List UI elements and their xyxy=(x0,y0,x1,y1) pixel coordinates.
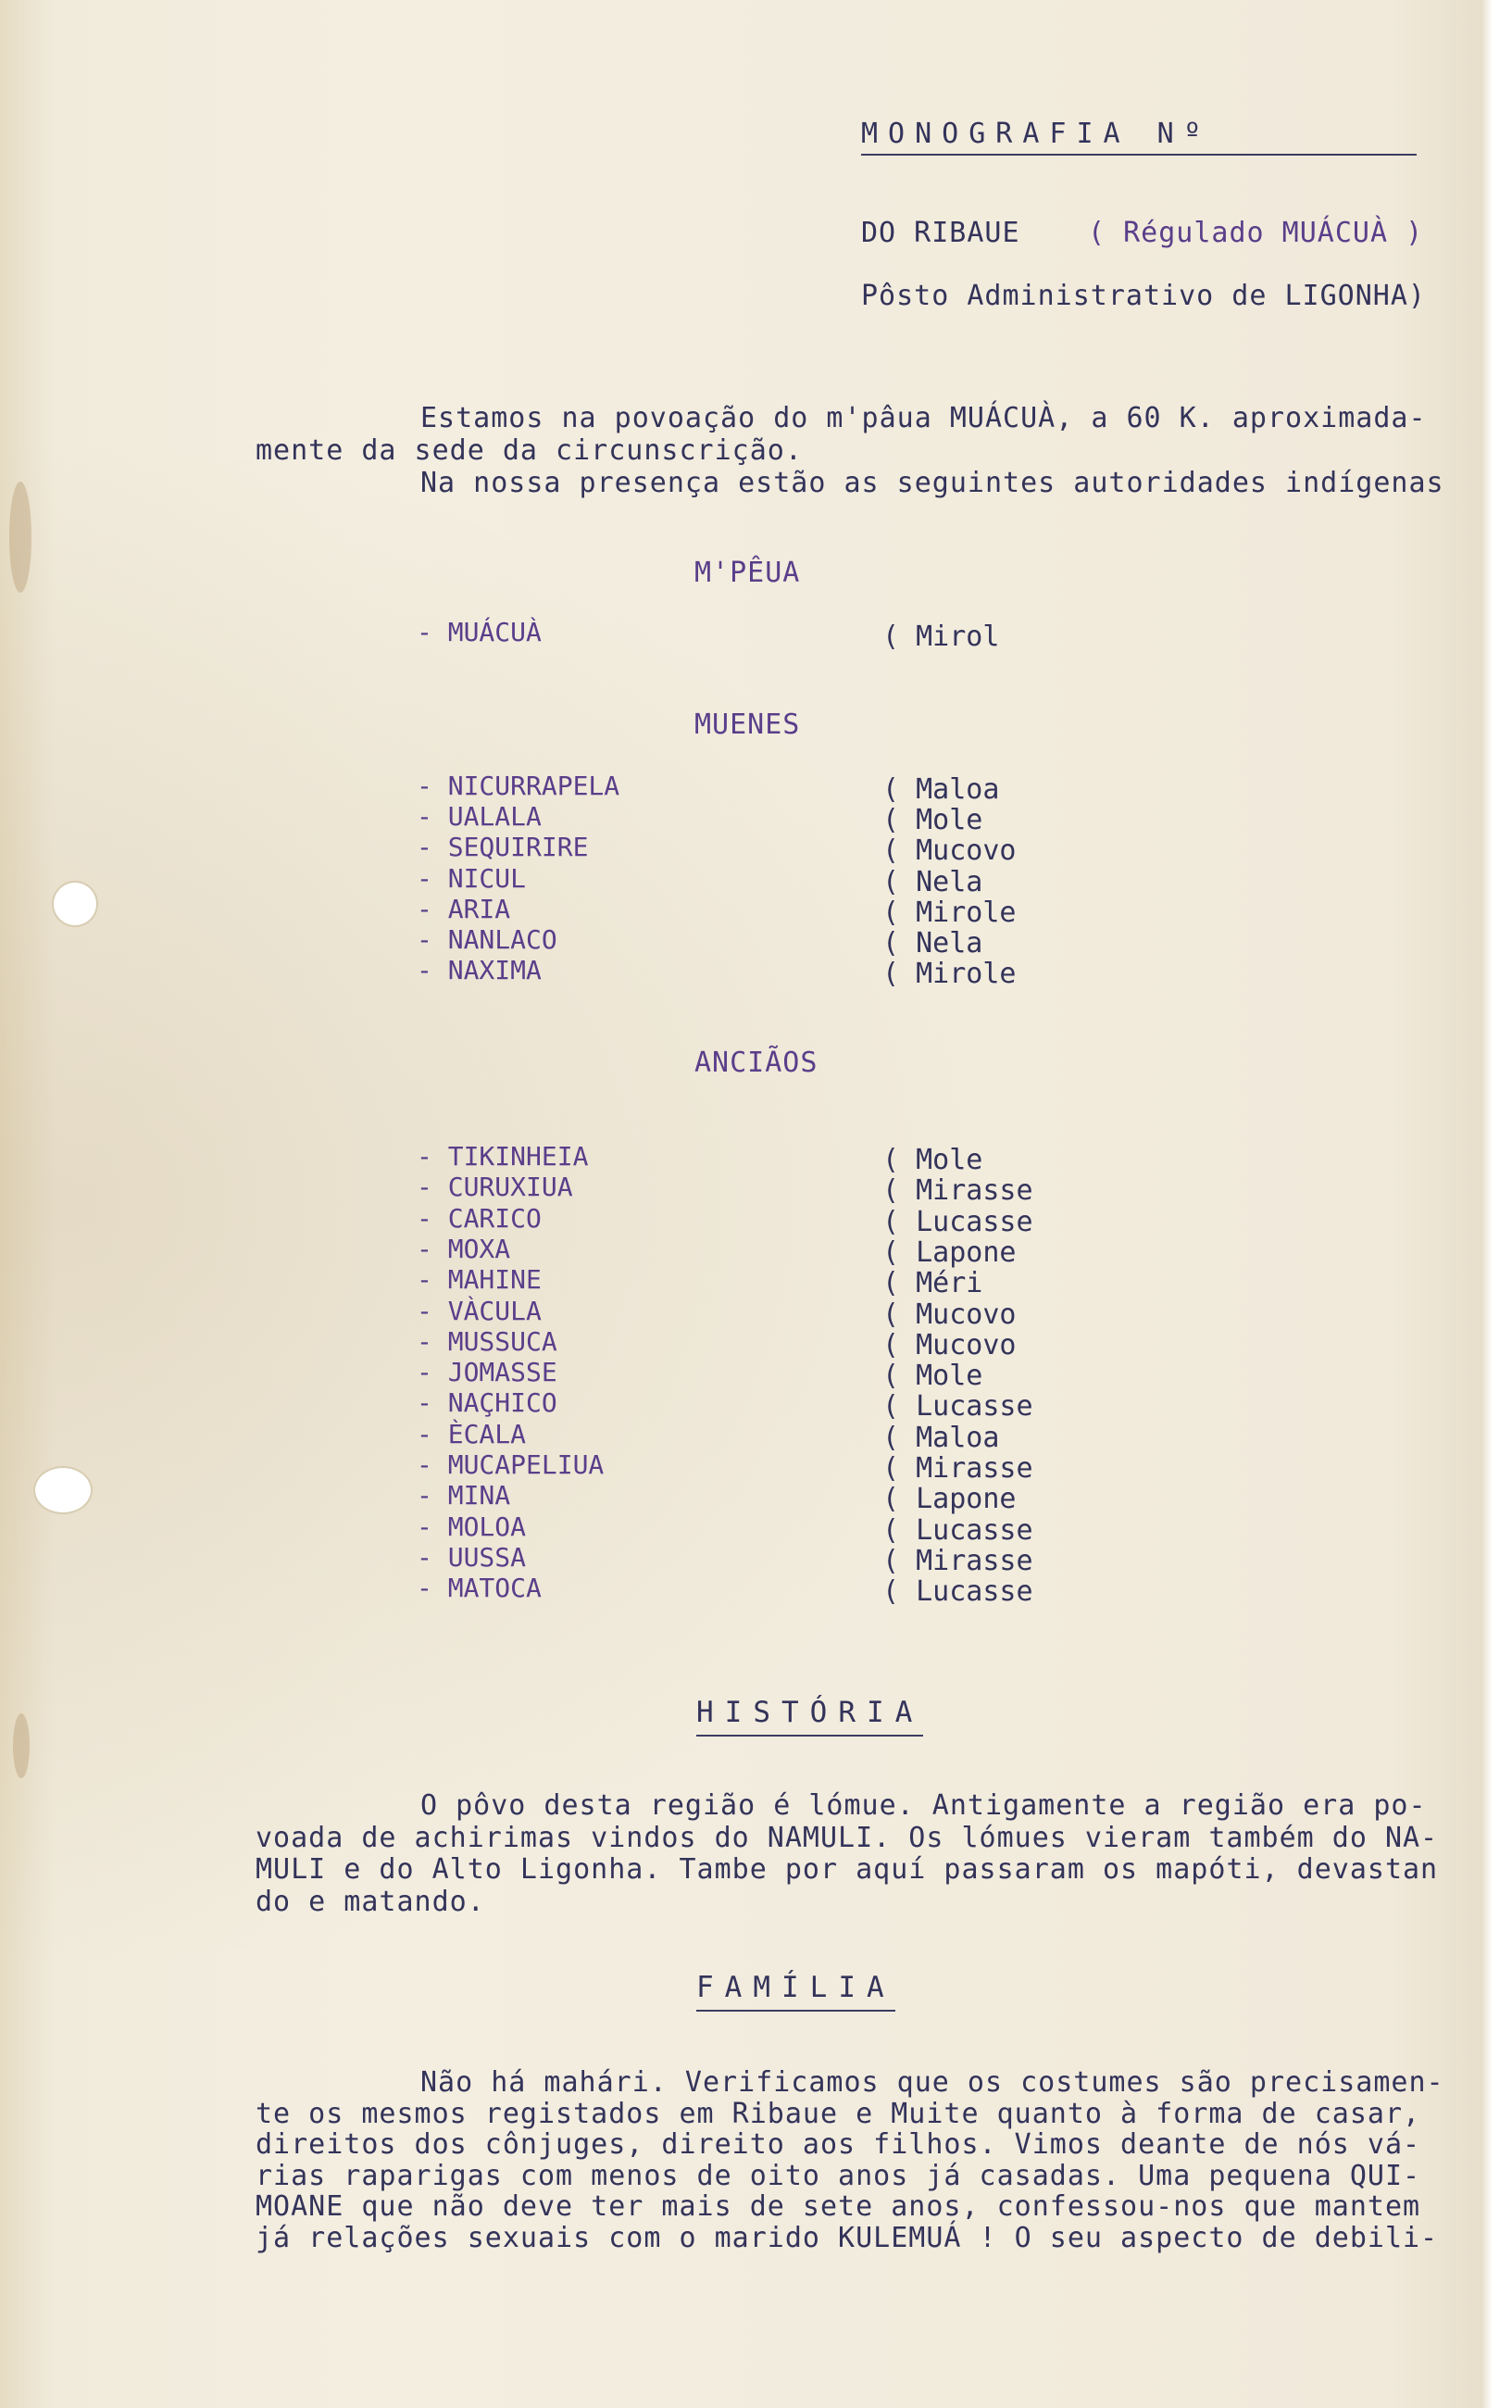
ancioes-clan: ( Lucasse xyxy=(882,1390,1033,1423)
muenes-name: - UALALA xyxy=(417,801,542,833)
muenes-name: - NANLACO xyxy=(417,924,557,955)
ancioes-clan: ( Lapone xyxy=(882,1483,1017,1516)
ancioes-clan: ( Mucovo xyxy=(882,1298,1017,1331)
ancioes-name: - MATOCA xyxy=(417,1573,542,1604)
stain xyxy=(13,1713,30,1778)
ancioes-name: - UUSSA xyxy=(417,1541,527,1573)
paragraph-line: voada de achirimas vindos do NAMULI. Os lómues vieram também do NA- xyxy=(256,1821,1439,1854)
ancioes-clan: ( Lapone xyxy=(882,1235,1017,1269)
location-line-1a: DO RIBAUE xyxy=(861,217,1020,249)
muenes-name: - NICURRAPELA xyxy=(417,771,620,801)
ancioes-heading: ANCIÃOS xyxy=(694,1047,818,1079)
ancioes-name: - CURUXIUA xyxy=(417,1172,573,1203)
muenes-clan: ( Nela xyxy=(882,927,983,959)
paragraph-line: rias raparigas com menos de oito anos já casadas. Uma pequena QUI- xyxy=(256,2159,1421,2192)
location-line-1b: ( Régulado MUÁCUÀ ) xyxy=(1088,217,1424,249)
ancioes-name: - JOMASSE xyxy=(417,1357,557,1388)
ancioes-clan: ( Méri xyxy=(882,1267,983,1300)
muenes-name: - ARIA xyxy=(417,893,511,924)
muenes-clan: ( Mole xyxy=(882,804,983,837)
ancioes-clan: ( Lucasse xyxy=(882,1205,1033,1238)
ancioes-name: - MUCAPELIUA xyxy=(417,1449,605,1480)
ancioes-name: - CARICO xyxy=(417,1202,542,1234)
muenes-heading: MUENES xyxy=(694,709,801,741)
muenes-clan: ( Mucovo xyxy=(882,834,1017,868)
paragraph-line: do e matando. xyxy=(256,1885,485,1918)
ancioes-name: - ÈCALA xyxy=(417,1418,527,1449)
muenes-clan: ( Mirole xyxy=(882,896,1017,929)
ancioes-clan: ( Mole xyxy=(882,1360,983,1393)
paragraph-line: Não há mahári. Verificamos que os costumes são precisamen- xyxy=(420,2066,1444,2099)
ancioes-clan: ( Lucasse xyxy=(882,1513,1033,1547)
ancioes-name: - VÀCULA xyxy=(417,1295,542,1326)
muenes-clan: ( Mirole xyxy=(882,958,1017,991)
ancioes-clan: ( Maloa xyxy=(882,1421,1000,1454)
intro-line-1: Estamos na povoação do m'pâua MUÁCUÀ, a 60 K. aproximada- xyxy=(420,402,1427,434)
ancioes-clan: ( Mirasse xyxy=(882,1544,1033,1577)
ancioes-name: - MINA xyxy=(417,1480,511,1511)
ancioes-name: - TIKINHEIA xyxy=(417,1141,589,1172)
location-line-2: Pôsto Administrativo de LIGONHA) xyxy=(861,280,1426,312)
ancioes-clan: ( Mirasse xyxy=(882,1452,1033,1485)
paragraph-line: já relações sexuais com o marido KULEMUÁ ! O seu aspecto de debili- xyxy=(256,2221,1439,2254)
paragraph-line: O pôvo desta região é lómue. Antigamente a região era po- xyxy=(420,1789,1427,1822)
familia-heading: FAMÍLIA xyxy=(696,1971,895,2012)
mpeua-clan: ( Mirol xyxy=(882,621,1000,653)
stain xyxy=(9,482,31,593)
intro-line-3: Na nossa presença estão as seguintes autoridades indígenas xyxy=(420,467,1444,499)
ancioes-name: - MAHINE xyxy=(417,1264,542,1296)
muenes-name: - NAXIMA xyxy=(417,955,542,986)
ancioes-name: - MOXA xyxy=(417,1233,511,1264)
paragraph-line: direitos dos cônjuges, direito aos filhos. Vimos deante de nós vá- xyxy=(256,2128,1421,2161)
mpeua-name: - MUÁCUÀ xyxy=(417,617,542,647)
historia-heading: HISTÓRIA xyxy=(696,1696,923,1737)
intro-line-2: mente da sede da circunscrição. xyxy=(256,434,803,467)
ancioes-name: - MUSSUCA xyxy=(417,1325,557,1357)
paragraph-line: MULI e do Alto Ligonha. Tambe por aquí passaram os mapóti, devastan xyxy=(256,1853,1439,1886)
ancioes-clan: ( Mucovo xyxy=(882,1328,1017,1361)
muenes-name: - SEQUIRIRE xyxy=(417,832,589,863)
ancioes-clan: ( Mirasse xyxy=(882,1174,1033,1208)
punch-hole-bottom xyxy=(35,1468,91,1512)
ancioes-clan: ( Mole xyxy=(882,1144,983,1176)
ancioes-clan: ( Lucasse xyxy=(882,1575,1033,1609)
muenes-clan: ( Nela xyxy=(882,865,983,898)
muenes-clan: ( Maloa xyxy=(882,773,1000,806)
punch-hole-top xyxy=(54,883,96,925)
muenes-name: - NICUL xyxy=(417,862,527,894)
ancioes-name: - MOLOA xyxy=(417,1511,527,1542)
paragraph-line: MOANE que não deve ter mais de sete anos, confessou-nos que mantem xyxy=(256,2190,1421,2223)
mpeua-heading: M'PÊUA xyxy=(694,557,801,589)
paragraph-line: te os mesmos registados em Ribaue e Muite quanto à forma de casar, xyxy=(256,2097,1421,2130)
ancioes-name: - NAÇHICO xyxy=(417,1387,557,1419)
monograph-title: MONOGRAFIA Nº xyxy=(861,119,1417,156)
